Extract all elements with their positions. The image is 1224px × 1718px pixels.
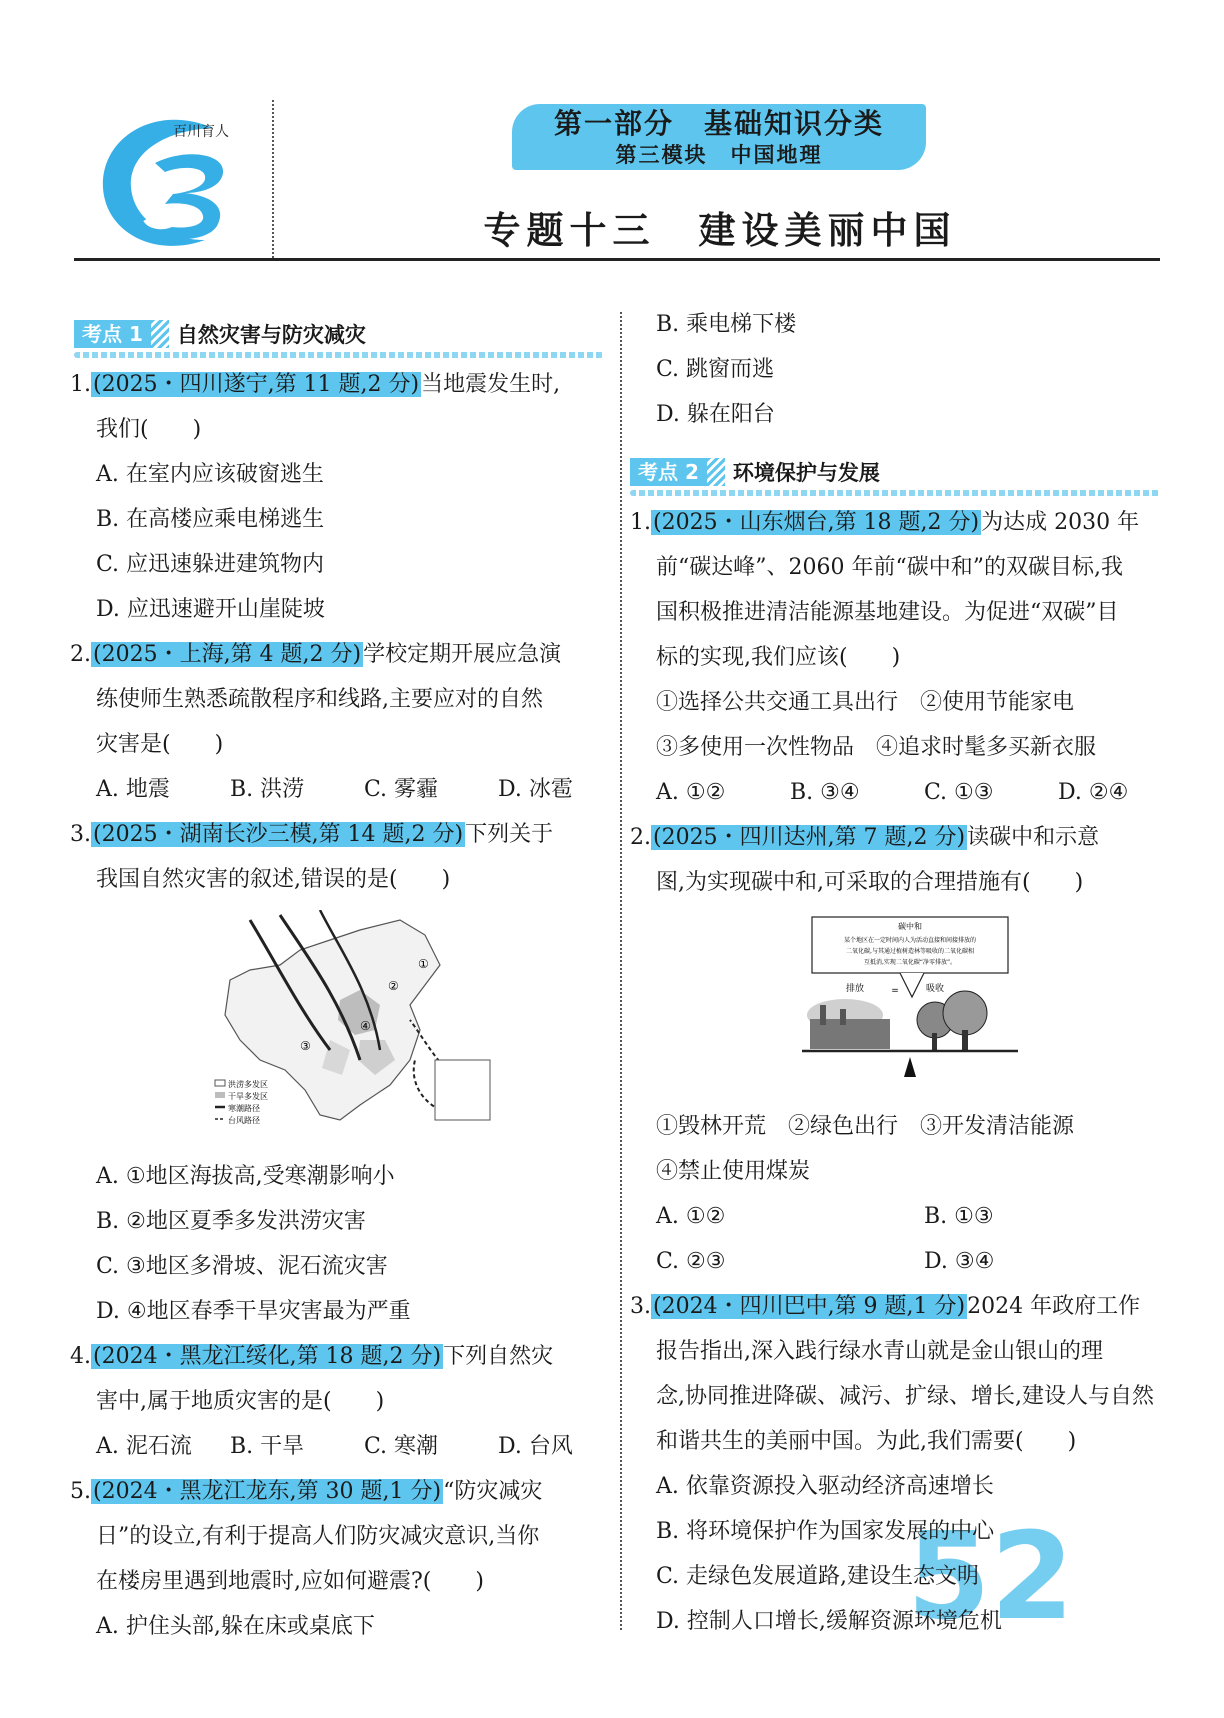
question-source: (2025・上海,第 4 题,2 分) [93, 642, 362, 667]
section-header-kd2 [630, 458, 1160, 496]
question-4: 4.(2024・黑龙江绥化,第 18 题,2 分)下列自然灾 [70, 1344, 554, 1369]
legend-typhoon: 台风路径 [228, 1116, 260, 1125]
fig-absorb: 吸收 [925, 984, 945, 994]
header-rule [74, 258, 1160, 261]
option-b[interactable]: B. 干旱 [230, 1434, 305, 1459]
question-source: (2024・黑龙江龙东,第 30 题,1 分) [93, 1479, 442, 1504]
page-number: 52 [907, 1508, 1074, 1647]
question-text: 和谐共生的美丽中国。为此,我们需要( ) [656, 1429, 1077, 1454]
option-d[interactable]: D. 冰雹 [498, 777, 573, 802]
question-text: 练使师生熟悉疏散程序和线路,主要应对的自然 [96, 687, 543, 712]
section-underline [630, 490, 1160, 496]
topic-title: 专题十三 建设美丽中国 [483, 209, 957, 252]
question-text: 我国自然灾害的叙述,错误的是( ) [96, 867, 451, 892]
question-r3: 3.(2024・四川巴中,第 9 题,1 分)2024 年政府工作 [630, 1294, 1141, 1319]
option-b[interactable]: B. 在高楼应乘电梯逃生 [96, 507, 325, 532]
question-5: 5.(2024・黑龙江龙东,第 30 题,1 分)“防灾减灾 [70, 1479, 543, 1504]
fig-text-3: 互抵消,实现二氧化碳“净零排放”。 [863, 959, 957, 966]
fig-emit: 排放 [845, 984, 865, 994]
option-a[interactable]: A. 依靠资源投入驱动经济高速增长 [656, 1474, 994, 1499]
statement-list: ④禁止使用煤炭 [656, 1159, 811, 1184]
question-text: 报告指出,深入践行绿水青山就是金山银山的理 [656, 1339, 1103, 1364]
fig-text-1: 某个地区在一定时间内人为活动直接和间接排放的 [843, 937, 977, 944]
option-b[interactable]: B. 洪涝 [230, 777, 305, 802]
map-mark-4: ④ [360, 1019, 371, 1033]
question-source: (2024・黑龙江绥化,第 18 题,2 分) [93, 1344, 442, 1369]
china-disaster-map [210, 910, 500, 1140]
legend-swatch-drought [215, 1092, 225, 1098]
option-d[interactable]: D. ②④ [1058, 780, 1129, 805]
question-text: 前“碳达峰”、2060 年前“碳中和”的双碳目标,我 [656, 555, 1123, 580]
section-tag-stripes [707, 458, 725, 486]
option-b[interactable]: B. ①③ [924, 1204, 994, 1229]
option-a[interactable]: A. ①② [656, 780, 726, 805]
section-tag: 考点 1 [74, 320, 151, 348]
legend-drought: 干旱多发区 [228, 1092, 268, 1101]
map-mark-3: ③ [300, 1039, 311, 1053]
option-b[interactable]: B. ②地区夏季多发洪涝灾害 [96, 1209, 366, 1234]
options-row [656, 778, 1156, 808]
option-b[interactable]: B. 乘电梯下楼 [656, 312, 797, 337]
question-source: (2025・湖南长沙三模,第 14 题,2 分) [93, 822, 464, 847]
fig-text-2: 二氧化碳,与其通过植树造林等吸收的二氧化碳相 [846, 948, 974, 955]
map-mark-1: ① [418, 957, 429, 971]
section-tag: 考点 2 [630, 458, 707, 486]
option-d[interactable]: D. ④地区春季干旱灾害最为严重 [96, 1299, 411, 1324]
option-c[interactable]: C. ②③ [656, 1249, 726, 1274]
question-text: 灾害是( ) [96, 732, 224, 757]
legend-swatch-flood [215, 1080, 225, 1086]
question-text: 标的实现,我们应该( ) [656, 645, 901, 670]
header-divider [272, 100, 274, 258]
question-text: 我们( ) [96, 417, 202, 442]
option-b[interactable]: B. 将环境保护作为国家发展的中心 [656, 1519, 995, 1544]
question-source: (2025・四川达州,第 7 题,2 分) [653, 825, 966, 850]
part-banner [512, 104, 926, 170]
question-text: 念,协同推进降碳、减污、扩绿、增长,建设人与自然 [656, 1384, 1154, 1409]
option-c[interactable]: C. 跳窗而逃 [656, 357, 775, 382]
question-1: 1.(2025・四川遂宁,第 11 题,2 分)当地震发生时, [70, 372, 561, 397]
options-row [656, 1247, 1156, 1277]
question-r2: 2.(2025・四川达州,第 7 题,2 分)读碳中和示意 [630, 825, 1100, 850]
options-row [96, 1432, 616, 1462]
legend-flood: 洪涝多发区 [228, 1080, 268, 1089]
statement-list: ①毁林开荒 ②绿色出行 ③开发清洁能源 [656, 1114, 1075, 1139]
question-2: 2.(2025・上海,第 4 题,2 分)学校定期开展应急演 [70, 642, 562, 667]
part-title: 第一部分 基础知识分类 [553, 107, 884, 140]
option-a[interactable]: A. ①地区海拔高,受寒潮影响小 [96, 1164, 395, 1189]
option-c[interactable]: C. 雾霾 [364, 777, 439, 802]
option-d[interactable]: D. 躲在阳台 [656, 402, 775, 427]
option-d[interactable]: D. 台风 [498, 1434, 573, 1459]
option-a[interactable]: A. 护住头部,躲在床或桌底下 [96, 1614, 375, 1639]
option-c[interactable]: C. 走绿色发展道路,建设生态文明 [656, 1564, 980, 1589]
balance-pivot [904, 1057, 916, 1077]
options-row [656, 1202, 1156, 1232]
section-title: 自然灾害与防灾减灾 [176, 323, 366, 347]
legend-coldwave: 寒潮路径 [228, 1104, 260, 1113]
logo-text: 百川育人 [173, 124, 229, 140]
question-text: 日”的设立,有利于提高人们防灾减灾意识,当你 [96, 1524, 540, 1549]
option-a[interactable]: A. 泥石流 [96, 1434, 192, 1459]
option-c[interactable]: C. 应迅速躲进建筑物内 [96, 552, 325, 577]
options-row [96, 775, 616, 805]
column-divider [620, 312, 622, 1630]
question-source: (2024・四川巴中,第 9 题,1 分) [653, 1294, 966, 1319]
question-text: 图,为实现碳中和,可采取的合理措施有( ) [656, 870, 1084, 895]
question-source: (2025・山东烟台,第 18 题,2 分) [653, 510, 980, 535]
carbon-neutral-diagram [800, 915, 1020, 1095]
option-d[interactable]: D. 应迅速避开山崖陡坡 [96, 597, 325, 622]
factory-icon [807, 999, 890, 1049]
question-text: 害中,属于地质灾害的是( ) [96, 1389, 385, 1414]
section-title: 环境保护与发展 [732, 461, 880, 485]
option-a[interactable]: A. 地震 [96, 777, 170, 802]
section-header-kd1 [74, 320, 604, 358]
statement-list: ③多使用一次性物品 ④追求时髦多买新衣服 [656, 735, 1097, 760]
question-text: 国积极推进清洁能源基地建设。为促进“双碳”目 [656, 600, 1119, 625]
fig-equals: = [891, 986, 899, 996]
question-3: 3.(2025・湖南长沙三模,第 14 题,2 分)下列关于 [70, 822, 554, 847]
option-c[interactable]: C. 寒潮 [364, 1434, 439, 1459]
option-c[interactable]: C. ①③ [924, 780, 994, 805]
option-a[interactable]: A. ①② [656, 1204, 726, 1229]
module-title: 第三模块 中国地理 [615, 143, 823, 167]
fig-title: 碳中和 [898, 922, 922, 931]
section-underline [74, 352, 604, 358]
question-text: 在楼房里遇到地震时,应如何避震?( ) [96, 1569, 484, 1594]
statement-list: ①选择公共交通工具出行 ②使用节能家电 [656, 690, 1075, 715]
option-b[interactable]: B. ③④ [790, 780, 860, 805]
option-d[interactable]: D. ③④ [924, 1249, 995, 1274]
section-tag-stripes [151, 320, 169, 348]
option-d[interactable]: D. 控制人口增长,缓解资源环境危机 [656, 1609, 1002, 1634]
trees-icon [917, 991, 987, 1051]
option-a[interactable]: A. 在室内应该破窗逃生 [96, 462, 324, 487]
publisher-logo [95, 108, 245, 258]
question-r1: 1.(2025・山东烟台,第 18 题,2 分)为达成 2030 年 [630, 510, 1140, 535]
option-c[interactable]: C. ③地区多滑坡、泥石流灾害 [96, 1254, 388, 1279]
map-mark-2: ② [388, 979, 399, 993]
question-source: (2025・四川遂宁,第 11 题,2 分) [93, 372, 420, 397]
